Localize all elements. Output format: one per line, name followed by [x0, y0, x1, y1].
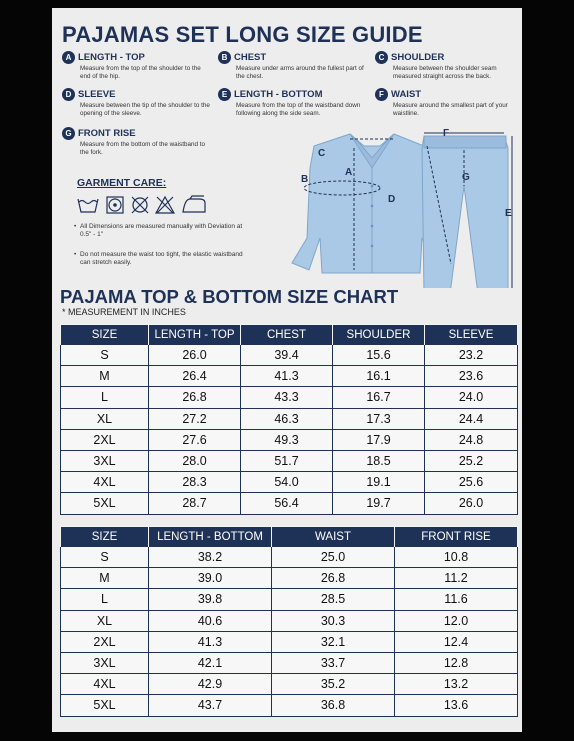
diagram-label-b: B [301, 174, 309, 185]
cell-value: 41.3 [241, 366, 333, 387]
badge-g-icon: G [62, 127, 75, 140]
table-row [61, 674, 518, 695]
cell-value: 26.8 [272, 568, 395, 589]
cell-value: 26.0 [149, 345, 241, 366]
column-header: SIZE [61, 527, 149, 547]
cell-value: 27.2 [149, 408, 241, 429]
badge-c-icon: C [375, 51, 388, 64]
cell-value: 49.3 [241, 429, 333, 450]
definition-name: CHEST [234, 52, 267, 63]
cell-value: 46.3 [241, 408, 333, 429]
cell-value: 19.1 [333, 472, 425, 493]
cell-value: 28.3 [149, 472, 241, 493]
cell-value: 28.0 [149, 450, 241, 471]
definition-desc: Measure around the smallest part of your waistline. [393, 102, 508, 117]
cell-size: XL [61, 408, 149, 429]
cell-value: 39.0 [149, 568, 272, 589]
column-header: FRONT RISE [395, 527, 518, 547]
definition-name: LENGTH - BOTTOM [234, 89, 323, 100]
cell-size: S [61, 547, 149, 568]
cell-size: M [61, 366, 149, 387]
badge-a-icon: A [62, 51, 75, 64]
table-row [61, 493, 518, 514]
cell-size: M [61, 568, 149, 589]
badge-d-icon: D [62, 88, 75, 101]
cell-size: 2XL [61, 429, 149, 450]
diagram-label-d: D [388, 194, 396, 205]
cell-value: 43.7 [149, 695, 272, 716]
definition-name: FRONT RISE [78, 128, 136, 139]
column-header: CHEST [241, 325, 333, 345]
cell-value: 23.2 [425, 345, 518, 366]
cell-value: 17.9 [333, 429, 425, 450]
column-header: SIZE [61, 325, 149, 345]
cell-value: 30.3 [272, 610, 395, 631]
care-note-text: All Dimensions are measured manually with Deviation at 0.5" - 1" [80, 223, 243, 238]
table-row [61, 366, 518, 387]
column-header: LENGTH - TOP [149, 325, 241, 345]
table-header-row [61, 325, 518, 345]
cell-value: 41.3 [149, 631, 272, 652]
definition-desc: Measure between the tip of the shoulder to the opening of the sleeve. [80, 102, 210, 117]
table-row [61, 345, 518, 366]
column-header: LENGTH - BOTTOM [149, 527, 272, 547]
definition-name: LENGTH - TOP [78, 52, 145, 63]
cell-value: 18.5 [333, 450, 425, 471]
cell-value: 13.6 [395, 695, 518, 716]
cell-value: 10.8 [395, 547, 518, 568]
cell-value: 54.0 [241, 472, 333, 493]
cell-value: 28.7 [149, 493, 241, 514]
cell-value: 16.1 [333, 366, 425, 387]
top-size-table [60, 324, 518, 515]
cell-size: 4XL [61, 674, 149, 695]
table-row [61, 547, 518, 568]
cell-value: 16.7 [333, 387, 425, 408]
table-header-row [61, 527, 518, 547]
cell-value: 24.0 [425, 387, 518, 408]
diagram-label-g: G [462, 172, 470, 183]
definition-name: SHOULDER [391, 52, 445, 63]
cell-size: 3XL [61, 652, 149, 673]
table-row [61, 631, 518, 652]
bullet-icon: • [74, 223, 77, 230]
bullet-icon: • [74, 251, 77, 258]
cell-size: S [61, 345, 149, 366]
cell-value: 33.7 [272, 652, 395, 673]
cell-value: 39.8 [149, 589, 272, 610]
size-guide-sheet [52, 8, 522, 732]
cell-value: 11.2 [395, 568, 518, 589]
page-title: PAJAMAS SET LONG SIZE GUIDE [62, 22, 423, 47]
cell-value: 24.4 [425, 408, 518, 429]
column-header: SHOULDER [333, 325, 425, 345]
table-row [61, 568, 518, 589]
cell-value: 56.4 [241, 493, 333, 514]
cell-value: 17.3 [333, 408, 425, 429]
pajama-diagram [52, 8, 522, 288]
cell-value: 43.3 [241, 387, 333, 408]
cell-value: 35.2 [272, 674, 395, 695]
cell-value: 25.0 [272, 547, 395, 568]
diagram-label-e: E [505, 208, 512, 219]
cell-size: XL [61, 610, 149, 631]
cell-value: 51.7 [241, 450, 333, 471]
cell-value: 25.6 [425, 472, 518, 493]
cell-value: 13.2 [395, 674, 518, 695]
cell-value: 40.6 [149, 610, 272, 631]
size-chart-title: PAJAMA TOP & BOTTOM SIZE CHART [60, 286, 399, 307]
cell-value: 12.0 [395, 610, 518, 631]
cell-value: 24.8 [425, 429, 518, 450]
size-chart-subtitle: * MEASUREMENT IN INCHES [62, 307, 186, 317]
cell-size: 5XL [61, 695, 149, 716]
diagram-label-c: C [318, 148, 326, 159]
pajama-bottom-illustration [422, 136, 508, 288]
table-row [61, 589, 518, 610]
garment-care-title: GARMENT CARE: [77, 177, 167, 189]
definition-desc: Measure under arms around the fullest part of the chest. [236, 65, 364, 80]
cell-value: 28.5 [272, 589, 395, 610]
cell-value: 27.6 [149, 429, 241, 450]
cell-value: 26.0 [425, 493, 518, 514]
cell-value: 26.8 [149, 387, 241, 408]
bottom-size-table [60, 526, 518, 717]
table-row [61, 429, 518, 450]
definition-desc: Measure between the shoulder seam measured straight across the back. [393, 65, 497, 80]
cell-value: 42.1 [149, 652, 272, 673]
diagram-label-a: A [345, 167, 353, 178]
column-header: WAIST [272, 527, 395, 547]
definition-desc: Measure from the top of the waistband down following along the side seam. [236, 102, 361, 117]
cell-size: 5XL [61, 493, 149, 514]
cell-value: 32.1 [272, 631, 395, 652]
cell-value: 36.8 [272, 695, 395, 716]
cell-value: 12.4 [395, 631, 518, 652]
cell-size: 4XL [61, 472, 149, 493]
cell-value: 19.7 [333, 493, 425, 514]
cell-value: 26.4 [149, 366, 241, 387]
badge-e-icon: E [218, 88, 231, 101]
table-row [61, 610, 518, 631]
definition-name: WAIST [391, 89, 422, 100]
diagram-label-f: F [443, 128, 450, 139]
badge-b-icon: B [218, 51, 231, 64]
badge-f-icon: F [375, 88, 388, 101]
definition-name: SLEEVE [78, 89, 116, 100]
cell-value: 23.6 [425, 366, 518, 387]
table-row [61, 408, 518, 429]
cell-size: 3XL [61, 450, 149, 471]
table-row [61, 652, 518, 673]
cell-value: 11.6 [395, 589, 518, 610]
cell-value: 25.2 [425, 450, 518, 471]
table-row [61, 472, 518, 493]
table-row [61, 695, 518, 716]
cell-size: L [61, 387, 149, 408]
cell-value: 42.9 [149, 674, 272, 695]
care-note-text: Do not measure the waist too tight, the elastic waistband can stretch easily. [80, 251, 243, 266]
table-row [61, 387, 518, 408]
cell-value: 39.4 [241, 345, 333, 366]
table-row [61, 450, 518, 471]
cell-size: L [61, 589, 149, 610]
cell-value: 12.8 [395, 652, 518, 673]
cell-value: 15.6 [333, 345, 425, 366]
cell-size: 2XL [61, 631, 149, 652]
definition-desc: Measure from the top of the shoulder to the end of the hip. [80, 65, 201, 80]
cell-value: 38.2 [149, 547, 272, 568]
definition-desc: Measure from the bottom of the waistband to the fork. [80, 141, 205, 156]
column-header: SLEEVE [425, 325, 518, 345]
